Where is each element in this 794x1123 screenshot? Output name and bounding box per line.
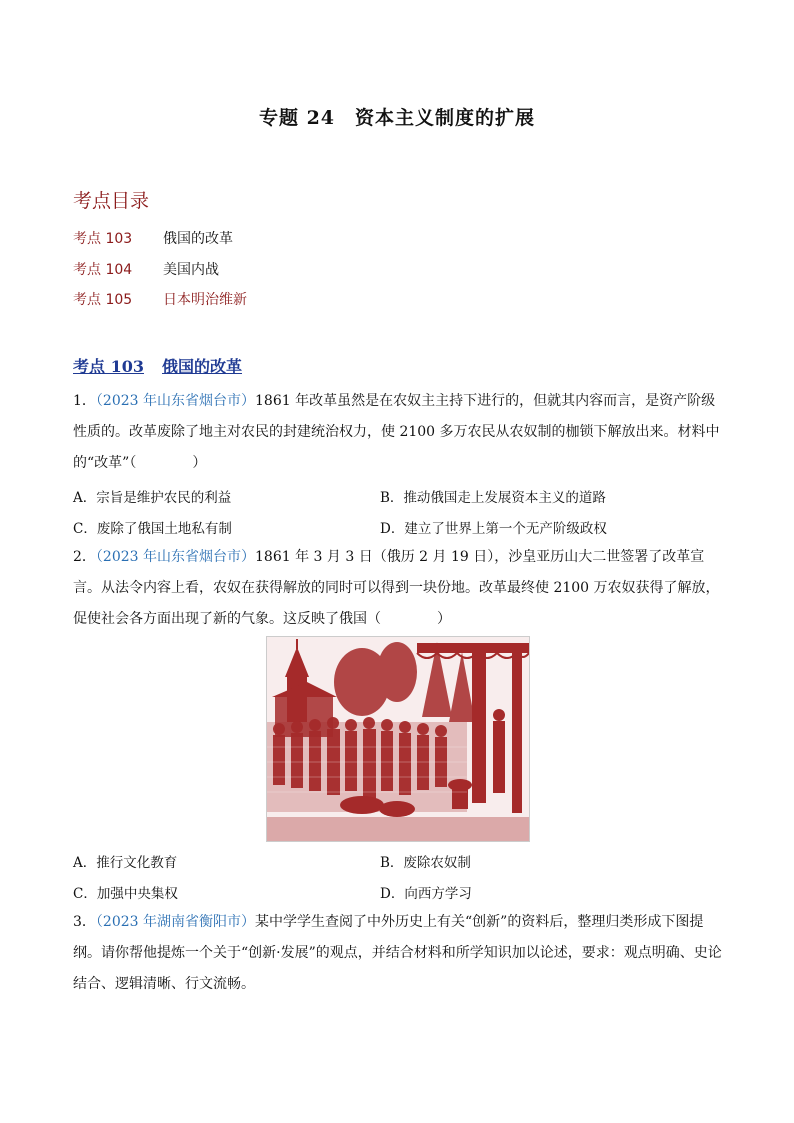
question-text: 1861 年改革虽然是在农奴主主持下进行的，但就其内容而言，是资产阶级性质的。改革废除了地主对农民的封建统治权力，使 2100 多万农民从农奴制的枷锁下解放出来。材料中的“改革”（ ） — [73, 393, 720, 471]
option-d[interactable]: D．建立了世界上第一个无产阶级政权 — [380, 521, 607, 537]
toc-item-label: 美国内战 — [163, 262, 219, 278]
question-1 — [73, 386, 725, 479]
toc-item-104[interactable] — [73, 259, 219, 279]
question-number: 2． — [73, 549, 96, 565]
page-title: 专题 24 资本主义制度的扩展 — [258, 107, 536, 129]
option-a[interactable]: A．推行文化教育 — [73, 855, 178, 871]
question-3 — [73, 907, 725, 1000]
toc-item-105[interactable] — [73, 289, 247, 309]
option-b[interactable]: B．推动俄国走上发展资本主义的道路 — [380, 490, 606, 506]
option-a[interactable]: A．宗旨是维护农民的利益 — [73, 490, 232, 506]
question-number: 1． — [73, 393, 96, 409]
option-c[interactable]: C．加强中央集权 — [73, 886, 178, 902]
emancipation-engraving — [267, 637, 529, 841]
toc-item-103[interactable] — [73, 228, 233, 248]
toc-item-label: 俄国的改革 — [163, 231, 233, 247]
question-2 — [73, 542, 725, 635]
question-text: 1861 年 3 月 3 日（俄历 2 月 19 日），沙皇亚历山大二世签署了改革宣言。从法令内容上看，农奴在获得解放的同时可以得到一块份地。改革最终使 2100 万农奴获得了解放，促使社会各方面出现了新的气象。这反映了俄国（ ） — [73, 549, 720, 627]
toc-item-label: 日本明治维新 — [163, 292, 247, 308]
toc-item-number: 考点 105 — [73, 292, 133, 308]
engraving-figure — [266, 636, 530, 842]
section-heading — [73, 354, 242, 377]
option-b[interactable]: B．废除农奴制 — [380, 855, 471, 871]
question-source: （2023 年山东省烟台市） — [95, 393, 256, 409]
toc-item-number: 考点 103 — [73, 231, 133, 247]
section-number: 考点 103 — [73, 357, 144, 376]
question-text: 某中学学生查阅了中外历史上有关“创新”的资料后，整理归类形成下图提纲。请你帮他提炼一个关于“创新·发展”的观点，并结合材料和所学知识加以论述，要求：观点明确、史论结合、逻辑清晰、行文流畅。 — [73, 914, 722, 992]
question-number: 3． — [73, 914, 96, 930]
toc-item-number: 考点 104 — [73, 262, 133, 278]
option-c[interactable]: C．废除了俄国土地私有制 — [73, 521, 232, 537]
toc-heading: 考点目录 — [73, 190, 150, 212]
question-source: （2023 年湖南省衡阳市） — [95, 914, 256, 930]
question-source: （2023 年山东省烟台市） — [95, 549, 256, 565]
section-label: 俄国的改革 — [161, 357, 242, 376]
option-d[interactable]: D．向西方学习 — [380, 886, 472, 902]
